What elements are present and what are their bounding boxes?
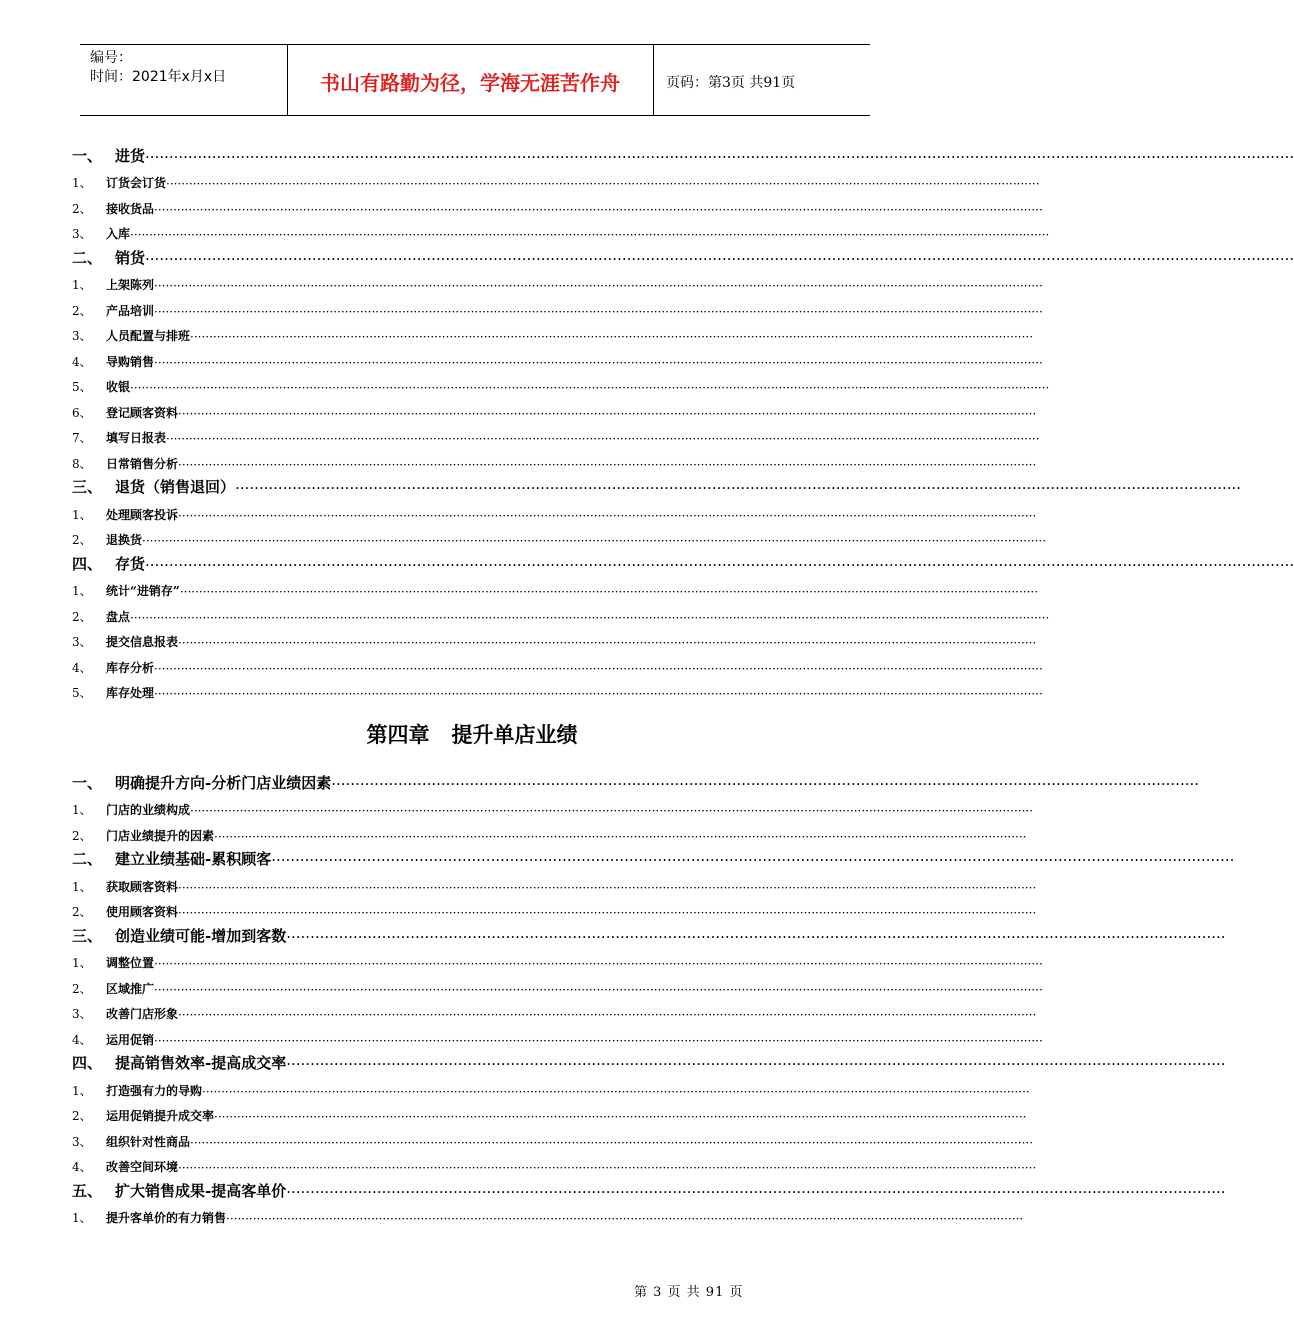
toc-leader-dots: ································································································································································································································· — [178, 508, 1037, 523]
toc-entry-label: 运用促销提升成交率 — [106, 1109, 215, 1123]
toc-entry-label: 处理顾客投诉 — [106, 507, 179, 522]
toc-entry-number: 1、 — [72, 278, 92, 292]
toc-entry-label: 组织针对性商品 — [106, 1134, 191, 1149]
toc-entry-number: 4、 — [72, 354, 92, 369]
header-divider — [653, 45, 654, 115]
toc-entry-label: 运用促销 — [106, 1032, 155, 1047]
toc-entry-label: 提交信息报表 — [106, 635, 179, 649]
toc-subsection-entry[interactable] — [72, 599, 1050, 625]
toc-entry-number: 一、 — [72, 146, 103, 165]
toc-subsection-entry[interactable] — [72, 676, 1043, 702]
toc-section-list — [72, 140, 1294, 701]
toc-leader-dots: ····································································································································································································· — [286, 1182, 1226, 1201]
toc-subsection-entry[interactable] — [72, 344, 1043, 370]
toc-leader-dots: ········································································································································································································································· — [154, 687, 1043, 701]
toc-entry-label: 门店的业绩构成 — [106, 803, 191, 817]
toc-leader-dots: ································································································································································································································· — [178, 1161, 1037, 1175]
toc-leader-dots: ················································································································································································································································· — [145, 249, 1294, 268]
toc-leader-dots: ····················································································································································································································· — [214, 829, 1027, 844]
toc-entry-number: 1、 — [72, 1211, 92, 1225]
toc-entry-label: 创造业绩可能-增加到客数 — [115, 926, 287, 945]
toc-subsection-entry[interactable] — [72, 818, 1027, 844]
toc-leader-dots: ········································································································································································································································· — [154, 355, 1043, 370]
toc-subsection-entry[interactable] — [72, 1201, 1024, 1227]
toc-entry-number: 2、 — [72, 201, 92, 216]
toc-leader-dots: ····················································································································································································································· — [214, 1110, 1027, 1124]
toc-entry-number: 2、 — [72, 533, 92, 547]
toc-section-entry[interactable] — [72, 472, 1242, 498]
toc-entry-label: 退货（销售退回） — [115, 478, 236, 496]
toc-entry-label: 打造强有力的导购 — [106, 1083, 203, 1098]
toc-entry-number: 1、 — [72, 803, 92, 817]
doc-time-label: 时间：2021年x月x日 — [90, 69, 227, 85]
toc-leader-dots: ········································································································································································································································· — [154, 279, 1043, 293]
toc-entry-label: 库存分析 — [106, 660, 155, 675]
toc-leader-dots: ········································································································································································································································· — [154, 982, 1043, 997]
toc-entry-number: 5、 — [72, 686, 92, 700]
toc-entry-label: 盘点 — [106, 609, 131, 624]
toc-leader-dots: ················································································································································································································································· — [130, 610, 1050, 625]
toc-entry-number: 5、 — [72, 380, 92, 394]
toc-subsection-entry[interactable] — [72, 997, 1037, 1023]
toc-section-entry[interactable] — [72, 767, 1200, 793]
toc-entry-number: 1、 — [72, 956, 92, 970]
toc-entry-label: 使用顾客资料 — [106, 905, 179, 919]
chapter-number: 第四章 — [366, 722, 430, 747]
toc-entry-number: 五、 — [72, 1181, 103, 1200]
toc-entry-label: 登记顾客资料 — [106, 405, 179, 420]
toc-leader-dots: ·········································································································································································································· — [271, 851, 1235, 869]
toc-subsection-entry[interactable] — [72, 293, 1043, 319]
toc-section-entry[interactable] — [72, 548, 1294, 574]
toc-entry-number: 1、 — [72, 879, 92, 894]
toc-entry-number: 一、 — [72, 773, 103, 792]
toc-leader-dots: ············································································································································································································································· — [142, 534, 1047, 548]
toc-subsection-entry[interactable] — [72, 421, 1040, 447]
toc-section-list — [72, 767, 1235, 1226]
toc-entry-number: 二、 — [72, 850, 103, 868]
toc-entry-number: 1、 — [72, 1083, 92, 1098]
toc-entry-label: 销货 — [115, 248, 146, 267]
toc-entry-label: 进货 — [115, 146, 146, 165]
toc-leader-dots: ········································································································································································································································· — [154, 957, 1043, 971]
toc-entry-label: 人员配置与排班 — [106, 329, 191, 343]
toc-entry-number: 7、 — [72, 431, 92, 445]
toc-subsection-entry[interactable] — [72, 1150, 1037, 1176]
toc-entry-label: 统计“进销存” — [106, 584, 180, 598]
toc-entry-number: 4、 — [72, 1032, 92, 1047]
toc-leader-dots: ········································································································································································································································· — [154, 202, 1043, 217]
toc-section-entry[interactable] — [72, 844, 1235, 870]
toc-leader-dots: ················································································································································································································· — [226, 1212, 1024, 1226]
toc-entry-number: 3、 — [72, 635, 92, 649]
table-of-contents — [72, 140, 1294, 1226]
toc-leader-dots: ····································································································································································································································· — [166, 177, 1040, 191]
toc-subsection-entry[interactable] — [72, 370, 1050, 396]
toc-subsection-entry[interactable] — [72, 971, 1043, 997]
toc-entry-number: 三、 — [72, 478, 103, 496]
toc-leader-dots: ································································································································································································································· — [178, 880, 1037, 895]
toc-entry-label: 收银 — [106, 380, 131, 394]
toc-leader-dots: ··················································································································································································································· — [235, 479, 1242, 497]
toc-subsection-entry[interactable] — [72, 895, 1037, 921]
toc-leader-dots: ········································································································································································································································· — [154, 661, 1043, 676]
toc-entry-number: 6、 — [72, 405, 92, 420]
toc-leader-dots: ························································································································································································································· — [202, 1084, 1030, 1099]
toc-entry-label: 入库 — [106, 227, 131, 241]
toc-leader-dots: ································································································································································································································· — [178, 636, 1037, 650]
toc-leader-dots: ················································································································································································································································· — [130, 381, 1050, 395]
toc-entry-number: 1、 — [72, 584, 92, 598]
toc-entry-label: 接收货品 — [106, 201, 155, 216]
toc-subsection-entry[interactable] — [72, 1073, 1030, 1099]
toc-subsection-entry[interactable] — [72, 446, 1037, 472]
toc-entry-number: 2、 — [72, 1109, 92, 1123]
toc-leader-dots: ································································································································································································································· — [179, 585, 1039, 599]
toc-subsection-entry[interactable] — [72, 395, 1037, 421]
toc-entry-label: 订货会订货 — [106, 176, 167, 190]
toc-subsection-entry[interactable] — [72, 268, 1043, 294]
toc-leader-dots: ········································································································································································································································· — [154, 1033, 1043, 1048]
toc-entry-number: 8、 — [72, 456, 92, 471]
header-motto: 书山有路勤为径，学海无涯苦作舟 — [320, 71, 620, 95]
toc-section-entry[interactable] — [72, 920, 1226, 946]
toc-leader-dots: ······················································································································································································ — [331, 774, 1200, 793]
toc-leader-dots: ································································································································································································································· — [178, 906, 1037, 920]
toc-subsection-entry[interactable] — [72, 166, 1040, 192]
toc-entry-number: 2、 — [72, 905, 92, 919]
toc-entry-label: 导购销售 — [106, 354, 155, 369]
toc-entry-number: 1、 — [72, 507, 92, 522]
header-meta — [90, 49, 286, 87]
toc-leader-dots: ································································································································································································································· — [178, 457, 1037, 472]
toc-entry-number: 2、 — [72, 303, 92, 318]
toc-entry-label: 日常销售分析 — [106, 456, 179, 471]
toc-subsection-entry[interactable] — [72, 217, 1050, 243]
toc-entry-number: 四、 — [72, 1054, 103, 1072]
toc-section-entry[interactable] — [72, 140, 1294, 166]
toc-entry-label: 填写日报表 — [106, 431, 167, 445]
toc-entry-label: 退换货 — [106, 533, 143, 547]
toc-leader-dots: ····································································································································································································· — [286, 1055, 1226, 1073]
toc-section-entry[interactable] — [72, 1175, 1226, 1201]
toc-leader-dots: ································································································································································································································· — [178, 406, 1037, 421]
toc-entry-label: 建立业绩基础-累积顾客 — [115, 850, 272, 868]
chapter-heading — [72, 701, 872, 767]
toc-section-entry[interactable] — [72, 1048, 1226, 1074]
toc-leader-dots: ································································································································································································································· — [178, 1008, 1037, 1022]
toc-subsection-entry[interactable] — [72, 946, 1043, 972]
toc-entry-label: 改善空间环境 — [106, 1160, 179, 1174]
toc-entry-label: 提高销售效率-提高成交率 — [115, 1054, 287, 1072]
toc-entry-number: 3、 — [72, 1134, 92, 1149]
toc-entry-label: 门店业绩提升的因素 — [106, 828, 215, 843]
toc-entry-label: 提升客单价的有力销售 — [106, 1211, 227, 1225]
toc-entry-label: 产品培训 — [106, 303, 155, 318]
toc-entry-number: 4、 — [72, 660, 92, 675]
toc-entry-number: 二、 — [72, 248, 103, 267]
toc-entry-label: 区域推广 — [106, 981, 155, 996]
toc-leader-dots: ················································································································································································································································· — [130, 228, 1050, 242]
toc-subsection-entry[interactable] — [72, 650, 1043, 676]
toc-entry-number: 四、 — [72, 554, 103, 573]
toc-leader-dots: ········································································································································································································································· — [154, 304, 1043, 319]
toc-subsection-entry[interactable] — [72, 1124, 1034, 1150]
toc-entry-number: 2、 — [72, 828, 92, 843]
toc-leader-dots: ················································································································································································································································· — [145, 555, 1294, 574]
toc-entry-label: 扩大销售成果-提高客单价 — [115, 1181, 287, 1200]
toc-entry-number: 3、 — [72, 1007, 92, 1021]
toc-entry-label: 明确提升方向-分析门店业绩因素 — [115, 773, 332, 792]
toc-subsection-entry[interactable] — [72, 191, 1043, 217]
toc-entry-label: 存货 — [115, 554, 146, 573]
page-footer: 第 3 页 共 91 页 — [634, 1285, 744, 1300]
toc-entry-label: 上架陈列 — [106, 278, 155, 292]
toc-leader-dots: ····························································································································································································································· — [190, 330, 1034, 344]
toc-entry-number: 2、 — [72, 981, 92, 996]
toc-entry-number: 三、 — [72, 926, 103, 945]
toc-subsection-entry[interactable] — [72, 1022, 1043, 1048]
toc-entry-number: 2、 — [72, 609, 92, 624]
toc-subsection-entry[interactable] — [72, 497, 1037, 523]
chapter-title: 提升单店业绩 — [451, 722, 578, 747]
toc-entry-number: 1、 — [72, 176, 92, 190]
page-header — [80, 44, 870, 116]
toc-subsection-entry[interactable] — [72, 523, 1047, 549]
toc-leader-dots: ····························································································································································································································· — [190, 1135, 1034, 1150]
toc-entry-number: 3、 — [72, 329, 92, 343]
toc-entry-label: 调整位置 — [106, 956, 155, 970]
toc-entry-number: 3、 — [72, 227, 92, 241]
toc-leader-dots: ····························································································································································································································· — [190, 804, 1034, 818]
toc-entry-label: 库存处理 — [106, 686, 155, 700]
toc-subsection-entry[interactable] — [72, 574, 1039, 600]
toc-section-entry[interactable] — [72, 242, 1294, 268]
doc-number-label: 编号： — [90, 50, 132, 66]
toc-entry-label: 获取顾客资料 — [106, 879, 179, 894]
toc-subsection-entry[interactable] — [72, 1099, 1027, 1125]
toc-entry-label: 改善门店形象 — [106, 1007, 179, 1021]
toc-subsection-entry[interactable] — [72, 793, 1034, 819]
toc-entry-number: 4、 — [72, 1160, 92, 1174]
toc-subsection-entry[interactable] — [72, 869, 1037, 895]
toc-subsection-entry[interactable] — [72, 625, 1037, 651]
toc-subsection-entry[interactable] — [72, 319, 1034, 345]
header-page-label: 页码：第3页 共91页 — [666, 75, 796, 91]
toc-leader-dots: ····································································································································································································· — [286, 927, 1226, 946]
toc-leader-dots: ················································································································································································································································· — [145, 147, 1294, 166]
toc-leader-dots: ····································································································································································································································· — [166, 432, 1040, 446]
